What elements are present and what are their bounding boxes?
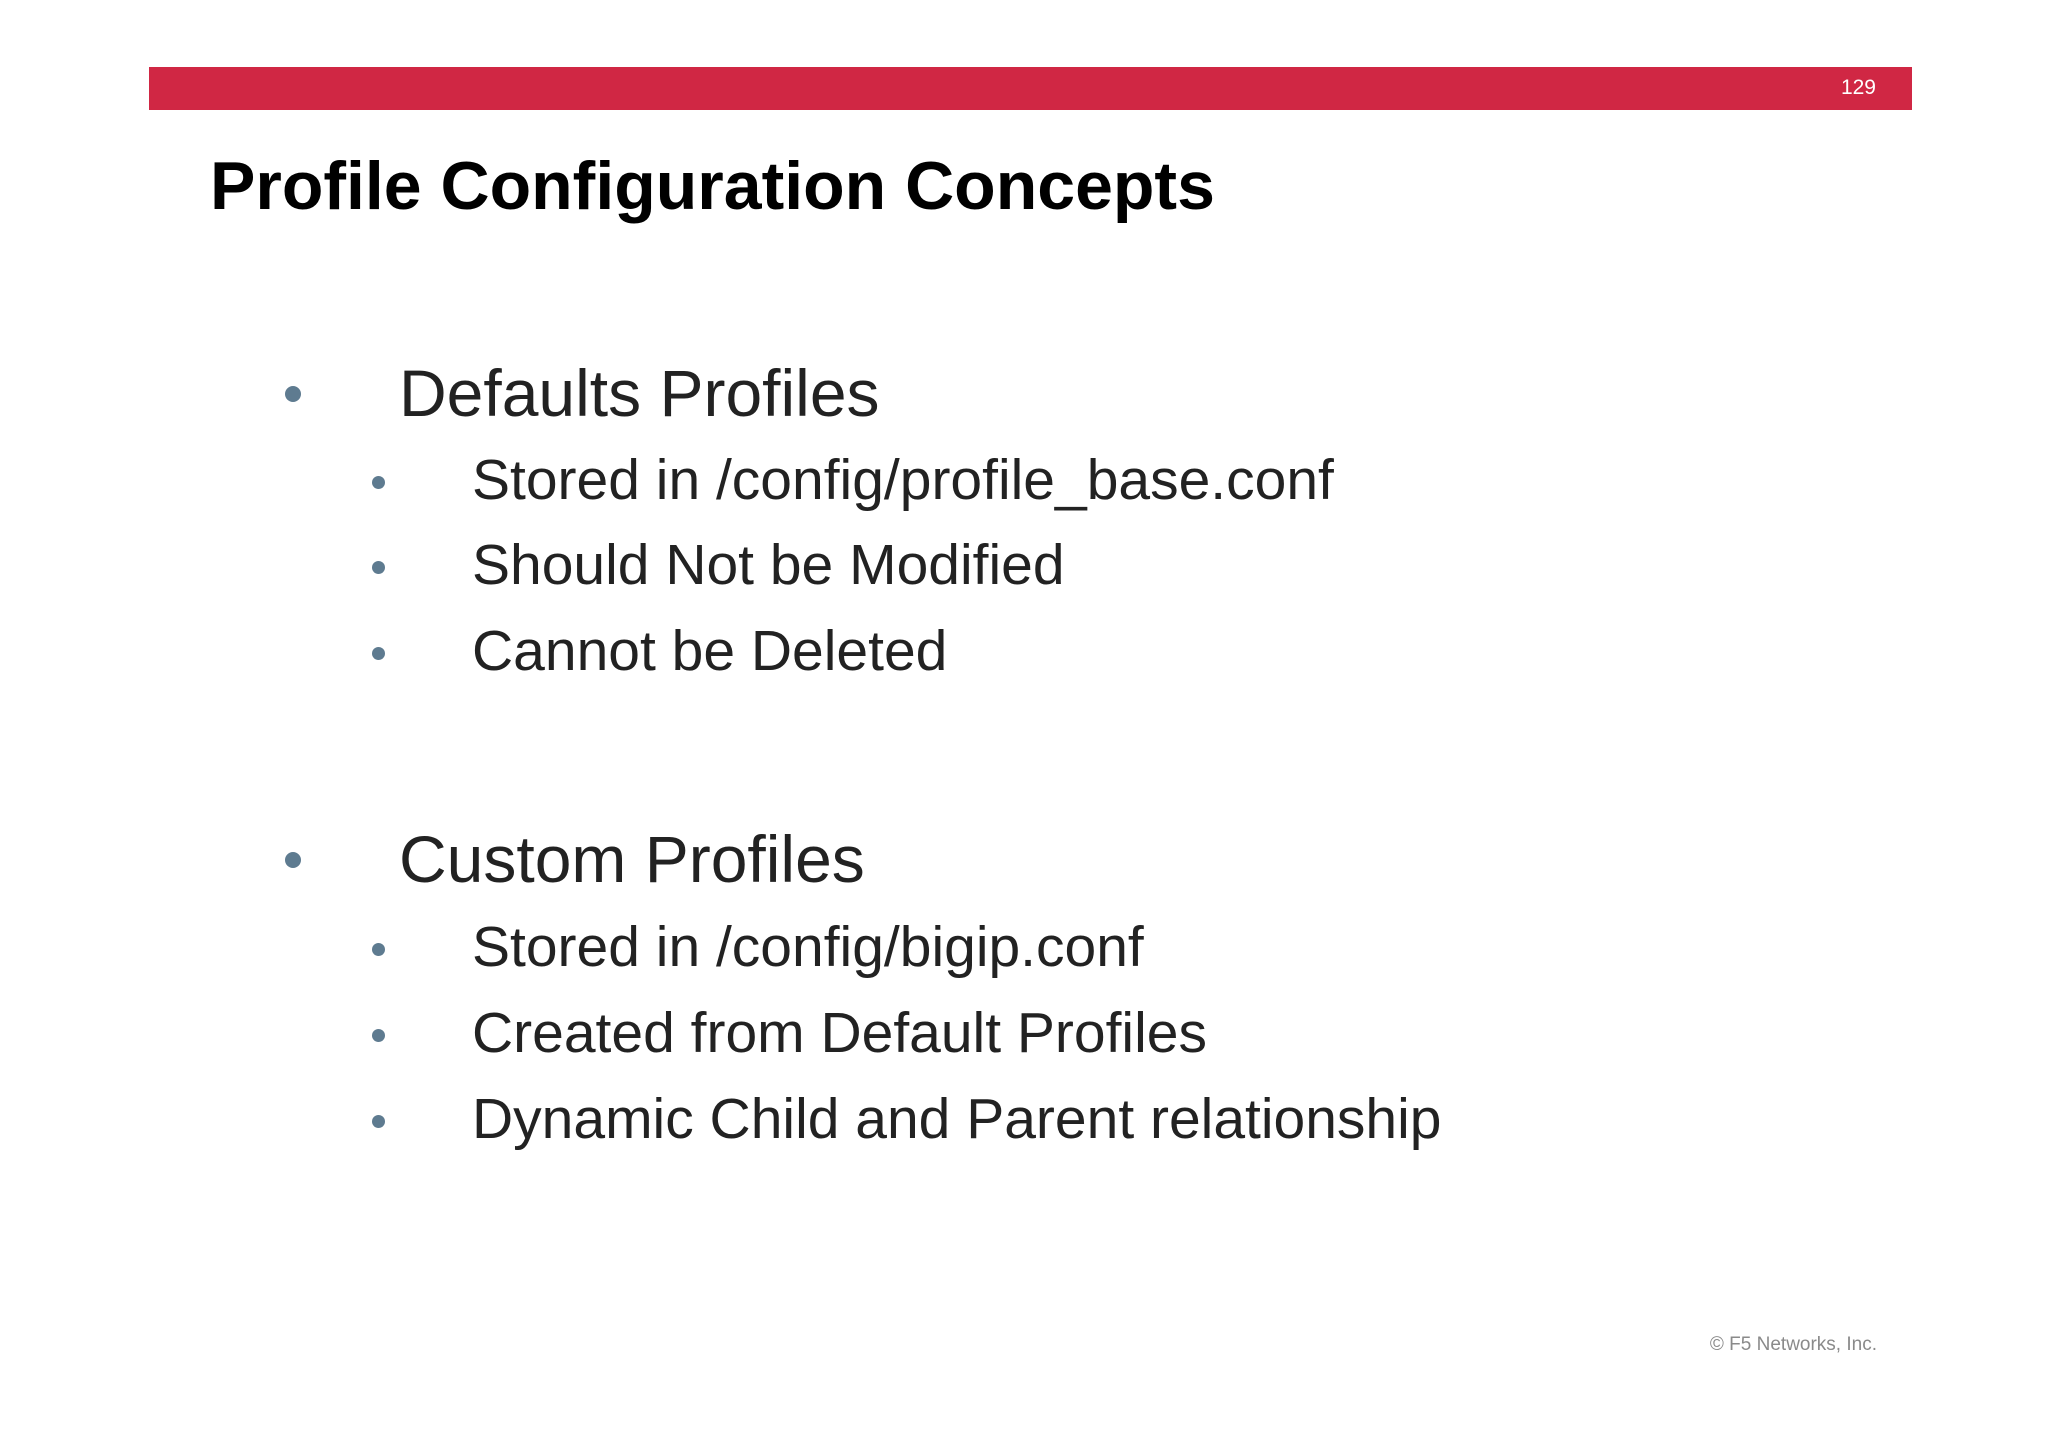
section-heading-text: Custom Profiles [399, 822, 865, 896]
list-item-text: Stored in /config/profile_base.conf [472, 448, 1334, 512]
page-number: 129 [1840, 76, 1876, 99]
list-item-text: Should Not be Modified [472, 533, 1065, 597]
bullet-icon [285, 386, 301, 402]
bullet-icon [285, 852, 301, 868]
copyright-footer: © F5 Networks, Inc. [1709, 1334, 1877, 1355]
bullet-icon [372, 476, 385, 489]
bullet-icon [372, 561, 385, 574]
list-item [372, 915, 1144, 979]
bullet-icon [372, 1115, 385, 1128]
list-item-text: Dynamic Child and Parent relationship [472, 1087, 1442, 1151]
list-item-text: Stored in /config/bigip.conf [472, 915, 1144, 979]
section-heading-text: Defaults Profiles [399, 356, 880, 430]
section-heading-defaults [285, 356, 880, 430]
bullet-icon [372, 943, 385, 956]
list-item [372, 619, 948, 683]
list-item [372, 448, 1334, 512]
list-item [372, 1001, 1207, 1065]
list-item [372, 533, 1065, 597]
section-heading-custom [285, 822, 865, 896]
list-item [372, 1087, 1442, 1151]
list-item-text: Cannot be Deleted [472, 619, 948, 683]
bullet-icon [372, 647, 385, 660]
top-accent-bar [149, 67, 1912, 110]
bullet-icon [372, 1029, 385, 1042]
list-item-text: Created from Default Profiles [472, 1001, 1207, 1065]
slide-title: Profile Configuration Concepts [210, 148, 1215, 224]
